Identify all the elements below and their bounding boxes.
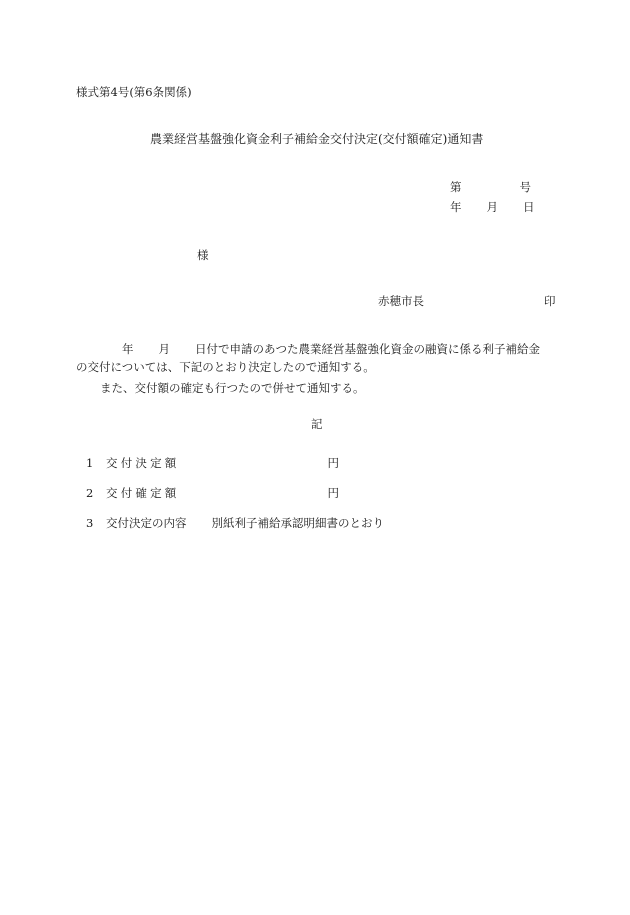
item-value: 円 xyxy=(327,486,339,500)
list-item xyxy=(86,458,339,470)
item-label: 交付確定額 xyxy=(106,486,180,500)
date-day: 日 xyxy=(523,200,535,214)
number-prefix: 第 xyxy=(450,180,462,194)
item-label: 交付決定額 xyxy=(106,456,180,470)
body-month: 月 xyxy=(158,342,170,356)
item-value: 別紙利子補給承認明細書のとおり xyxy=(211,516,384,530)
date-year: 年 xyxy=(450,200,462,214)
body-text-3: また、交付額の確定も行つたので併せて通知する。 xyxy=(100,381,365,395)
item-number: 1 xyxy=(86,456,94,470)
document-title: 農業経営基盤強化資金利子補給金交付決定(交付額確定)通知書 xyxy=(150,132,484,146)
item-number: 3 xyxy=(86,516,94,530)
ki-heading: 記 xyxy=(311,417,323,431)
item-value: 円 xyxy=(327,456,339,470)
date-month: 月 xyxy=(486,200,498,214)
document-number-line xyxy=(450,182,531,194)
issue-date-line xyxy=(450,202,535,214)
body-line-2: の交付については、下記のとおり決定したので通知する。 xyxy=(76,360,375,374)
body-line-1 xyxy=(76,344,540,356)
item-number: 2 xyxy=(86,486,94,500)
body-line-3 xyxy=(76,383,365,395)
body-year: 年 xyxy=(122,342,134,356)
item-label: 交付決定の内容 xyxy=(106,516,187,530)
form-number: 様式第4号(第6条関係) xyxy=(76,85,192,99)
list-item xyxy=(86,518,384,530)
number-suffix: 号 xyxy=(519,180,531,194)
issuer-name: 赤穂市長 xyxy=(378,294,424,308)
body-text-1: 日付で申請のあつた農業経営基盤強化資金の融資に係る利子補給金 xyxy=(195,342,540,356)
recipient-honorific: 様 xyxy=(197,248,209,262)
list-item xyxy=(86,488,339,500)
seal-mark: 印 xyxy=(544,294,556,308)
